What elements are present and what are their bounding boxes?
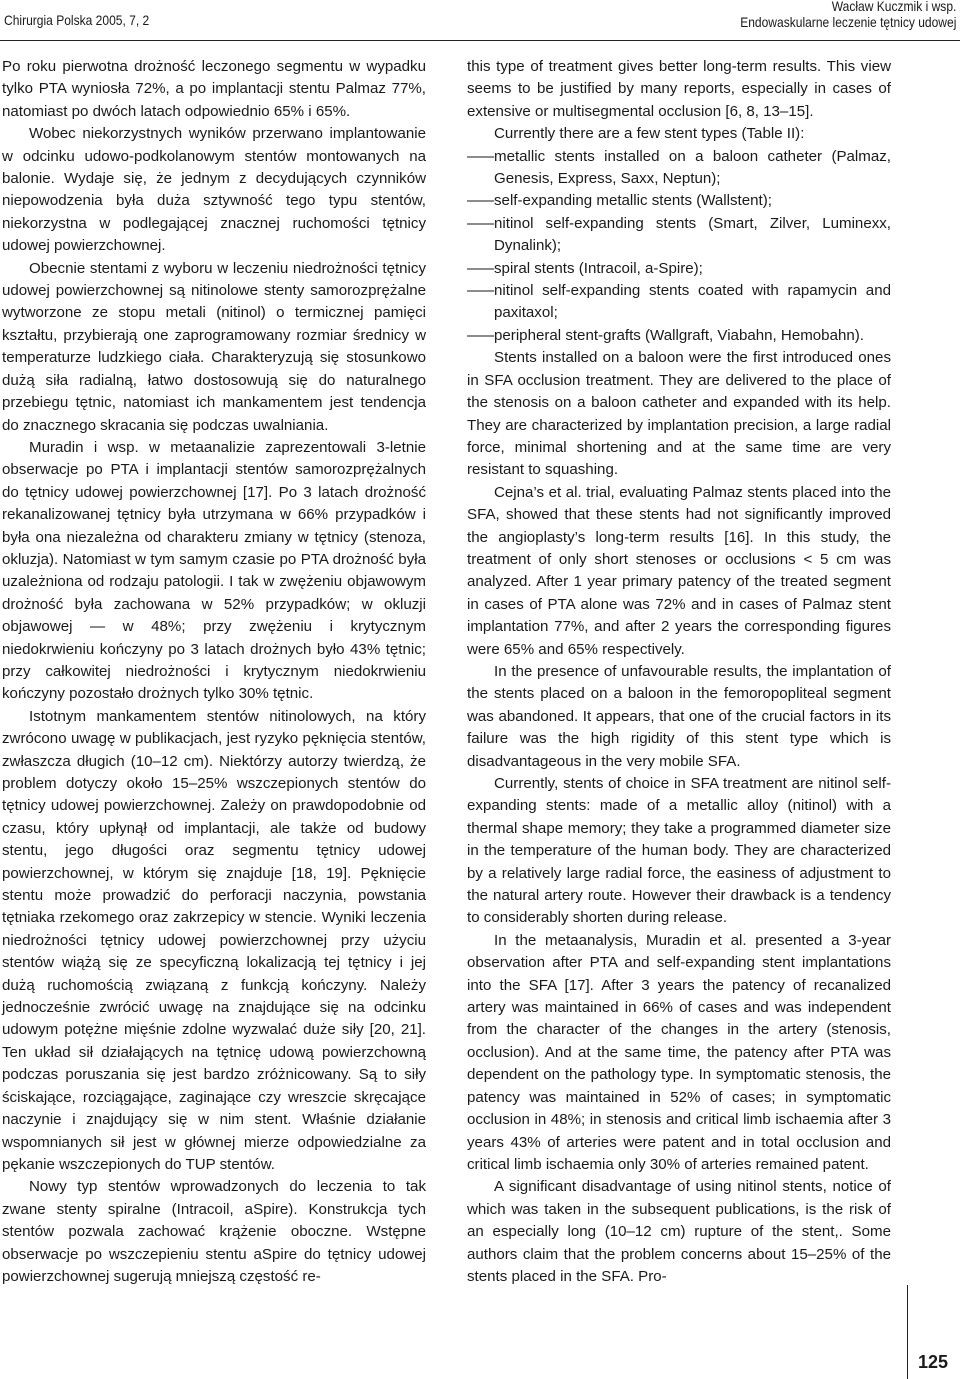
list-item: —— metallic stents installed on a baloon catheter (Palmaz, Genesis, Express, Saxx, Neptun);: [467, 146, 891, 191]
paragraph: Currently, stents of choice in SFA treatment are nitinol self-expanding stents: made of a metallic alloy (nitinol) with a thermal shape memory; they take a programmed diameter size in the temperature of the human body. They are characterized by a relatively large radial force, the easiness of adjustment to the natural artery route. However their drawback is a tendency to considerably shorten during release.: [467, 775, 891, 927]
page-number: 125: [918, 1352, 949, 1372]
right-column-english: [467, 56, 891, 1288]
paragraph: this type of treatment gives better long-term results. This view seems to be justified by many reports, especially in cases of extensive or multisegmental occlusion [6, 8, 13–15].: [467, 58, 891, 120]
paragraph: Nowy typ stentów wprowadzonych do leczenia to tak zwane stenty spiralne (Intracoil, aSpire). Konstrukcja tych stentów pozwala zachować krążenie oboczne. Wstępne obserwacje po wszczepieniu stentu aSpire do tętnicy udowej powierzchownej sugerują mniejszą częstość re-: [2, 1178, 426, 1285]
paragraph: Po roku pierwotna drożność leczonego segmentu w wypadku tylko PTA wyniosła 72%, a po implantacji stentu Palmaz 77%, natomiast po dwóch latach odpowiednio 65% i 65%.: [2, 58, 426, 120]
paragraph: Obecnie stentami z wyboru w leczeniu niedrożności tętnicy udowej powierzchownej są nitinolowe stenty samorozprężalne wytworzone ze stopu metali (nitinol) o termicznej pamięci kształtu, przybierają one zaprogramowany rozmiar średnicy w temperaturze ludzkiego ciała. Charakteryzują się stosunkowo dużą siła radialną, łatwo dostosowują się do naturalnego przebiegu tętnic, natomiast ich mankamentem jest tendencja do znacznego skracania się podczas uwalniania.: [2, 259, 426, 434]
paragraph: Cejna’s et al. trial, evaluating Palmaz stents placed into the SFA, showed that these stents had not significantly improved the angioplasty’s long-term results [16]. In this study, the treatment of only short stenoses or occlusions < 5 cm was analyzed. After 1 year primary patency of the treated segment in cases of PTA alone was 72% and in cases of Palmaz stent implantation 77%, and after 2 years the corresponding figures were 65% and 65% respectively.: [467, 483, 891, 658]
paragraph: Muradin i wsp. w metaanalizie zaprezentowali 3-letnie obserwacje po PTA i implantacji stentów samorozprężalnych do tętnicy udowej powierzchownej [17]. Po 3 latach drożność rekanalizowanej tętnicy była utrzymana w 66% przypadków i była ona niezależna od charakteru zmiany w tętnicy (stenoza, okluzja). Natomiast w tym samym czasie po PTA drożność była uzależniona od rodzaju patologii. I tak w zwężeniu objawowym drożność była zachowana w 52% przypadków; w okluzji objawowej — w 48%; przy zwężeniu i krytycznym niedokrwieniu kończyny po 3 latach drożnych było 43% tętnic; przy całkowitej niedrożności i krytycznym niedokrwieniu kończyny pozostało drożnych tylko 30% tętnic.: [2, 438, 426, 703]
list-item: —— spiral stents (Intracoil, a-Spire);: [467, 258, 891, 280]
running-head-authors: Wacław Kuczmik i wsp.: [831, 0, 956, 14]
paragraph: In the presence of unfavourable results, the implantation of the stents placed on a baloon in the femoropopliteal segment was abandoned. It appears, that one of the crucial factors in its failure was the high rigidity of this stent type which is disadvantageous in the very mobile SFA.: [467, 662, 891, 770]
list-item: —— self-expanding metallic stents (Wallstent);: [467, 190, 891, 212]
paragraph: A significant disadvantage of using nitinol stents, notice of which was taken in the subsequent publications, is the risk of an especially long (10–12 cm) rupture of the stent,. Some authors claim that the problem concerns about 15–25% of the stents placed in the SFA. Pro-: [467, 1178, 891, 1285]
page-number-rule: [907, 1285, 908, 1379]
stent-types-list: [467, 146, 891, 348]
paragraph: Currently there are a few stent types (Table II):: [494, 125, 805, 143]
paragraph: Istotnym mankamentem stentów nitinolowych, na który zwrócono uwagę w publikacjach, jest ryzyko pęknięcia stentów, zwłaszcza długich (10–12 cm). Niektórzy autorzy twierdzą, że problem dotyczy około 15–25% wszczepionych stentów do tętnicy udowej powierzchownej. Zależy on prawdopodobnie od czasu, który upłynął od implantacji, ale także od budowy stentu, jego długości oraz segmentu tętnicy udowej powierzchownej, w którym się znajduje [18, 19]. Pęknięcie stentu może prowadzić do perforacji naczynia, powstania tętniaka rzekomego oraz zakrzepicy w stencie. Wyniki leczenia niedrożności tętnicy udowej powierzchownej przy użyciu stentów wiążą się ze specyficzną lokalizacją tej tętnicy i jej dużą ruchomością związaną z funkcją kończyny. Należy jednocześnie zwrócić uwagę na znajdujące się na odcinku udowym potężne mięśnie zdolne wyzwalać duże siły [20, 21]. Ten układ sił działających na tętnicę udową powierzchowną podczas poruszania się jest bardzo zróżnicowany. Są to siły ściskające, rozciągające, zaginające czy wreszcie skręcające naczynie i znajdujący się w nim stent. Właśnie działanie wspomnianych sił jest w głównej mierze odpowiedzialne za pękanie wszczepionych do TUP stentów.: [2, 707, 426, 1173]
list-item: —— nitinol self-expanding stents coated with rapamycin and paxitaxol;: [467, 280, 891, 325]
journal-citation: Chirurgia Polska 2005, 7, 2: [4, 12, 150, 28]
left-column-polish: [2, 56, 426, 1288]
page-header: [0, 0, 960, 40]
list-item: —— nitinol self-expanding stents (Smart, Zilver, Luminexx, Dynalink);: [467, 213, 891, 258]
paragraph: Wobec niekorzystnych wyników przerwano implantowanie w odcinku udowo-podkolanowym stentów montowanych na balonie. Wydaje się, że jednym z decydujących czynników niepowodzenia była duża sztywność tego typu stentów, niekorzystna w podlegającej znacznej ruchomości tętnicy udowej powierzchownej.: [2, 125, 426, 255]
running-head-title: Endowaskularne leczenie tętnicy udowej: [739, 14, 956, 30]
running-head: [740, 0, 956, 30]
paragraph: Stents installed on a baloon were the first introduced ones in SFA occlusion treatment. They are delivered to the place of the stenosis on a baloon catheter and expanded with its help. They are characterized by implantation precision, a large radial force, minimal shortening and at the same time are very resistant to squashing.: [467, 349, 891, 479]
list-item: —— peripheral stent-grafts (Wallgraft, Viabahn, Hemobahn).: [467, 325, 891, 347]
header-rule: [0, 40, 960, 41]
paragraph: In the metaanalysis, Muradin et al. presented a 3-year observation after PTA and self-expanding stent implantations into the SFA [17]. After 3 years the patency of recanalized artery was maintained in 66% of cases and was independent from the character of the changes in the artery (stenosis, occlusion). And at the same time, the patency after PTA was dependent on the pathology type. In symptomatic stenosis, the patency was maintained in 52% of cases; in symptomatic occlusion in 48%; in stenosis and critical limb ischaemia after 3 years 43% of arteries were patent and in total occlusion and critical limb ischaemia only 30% of arteries remained patent.: [467, 931, 891, 1173]
